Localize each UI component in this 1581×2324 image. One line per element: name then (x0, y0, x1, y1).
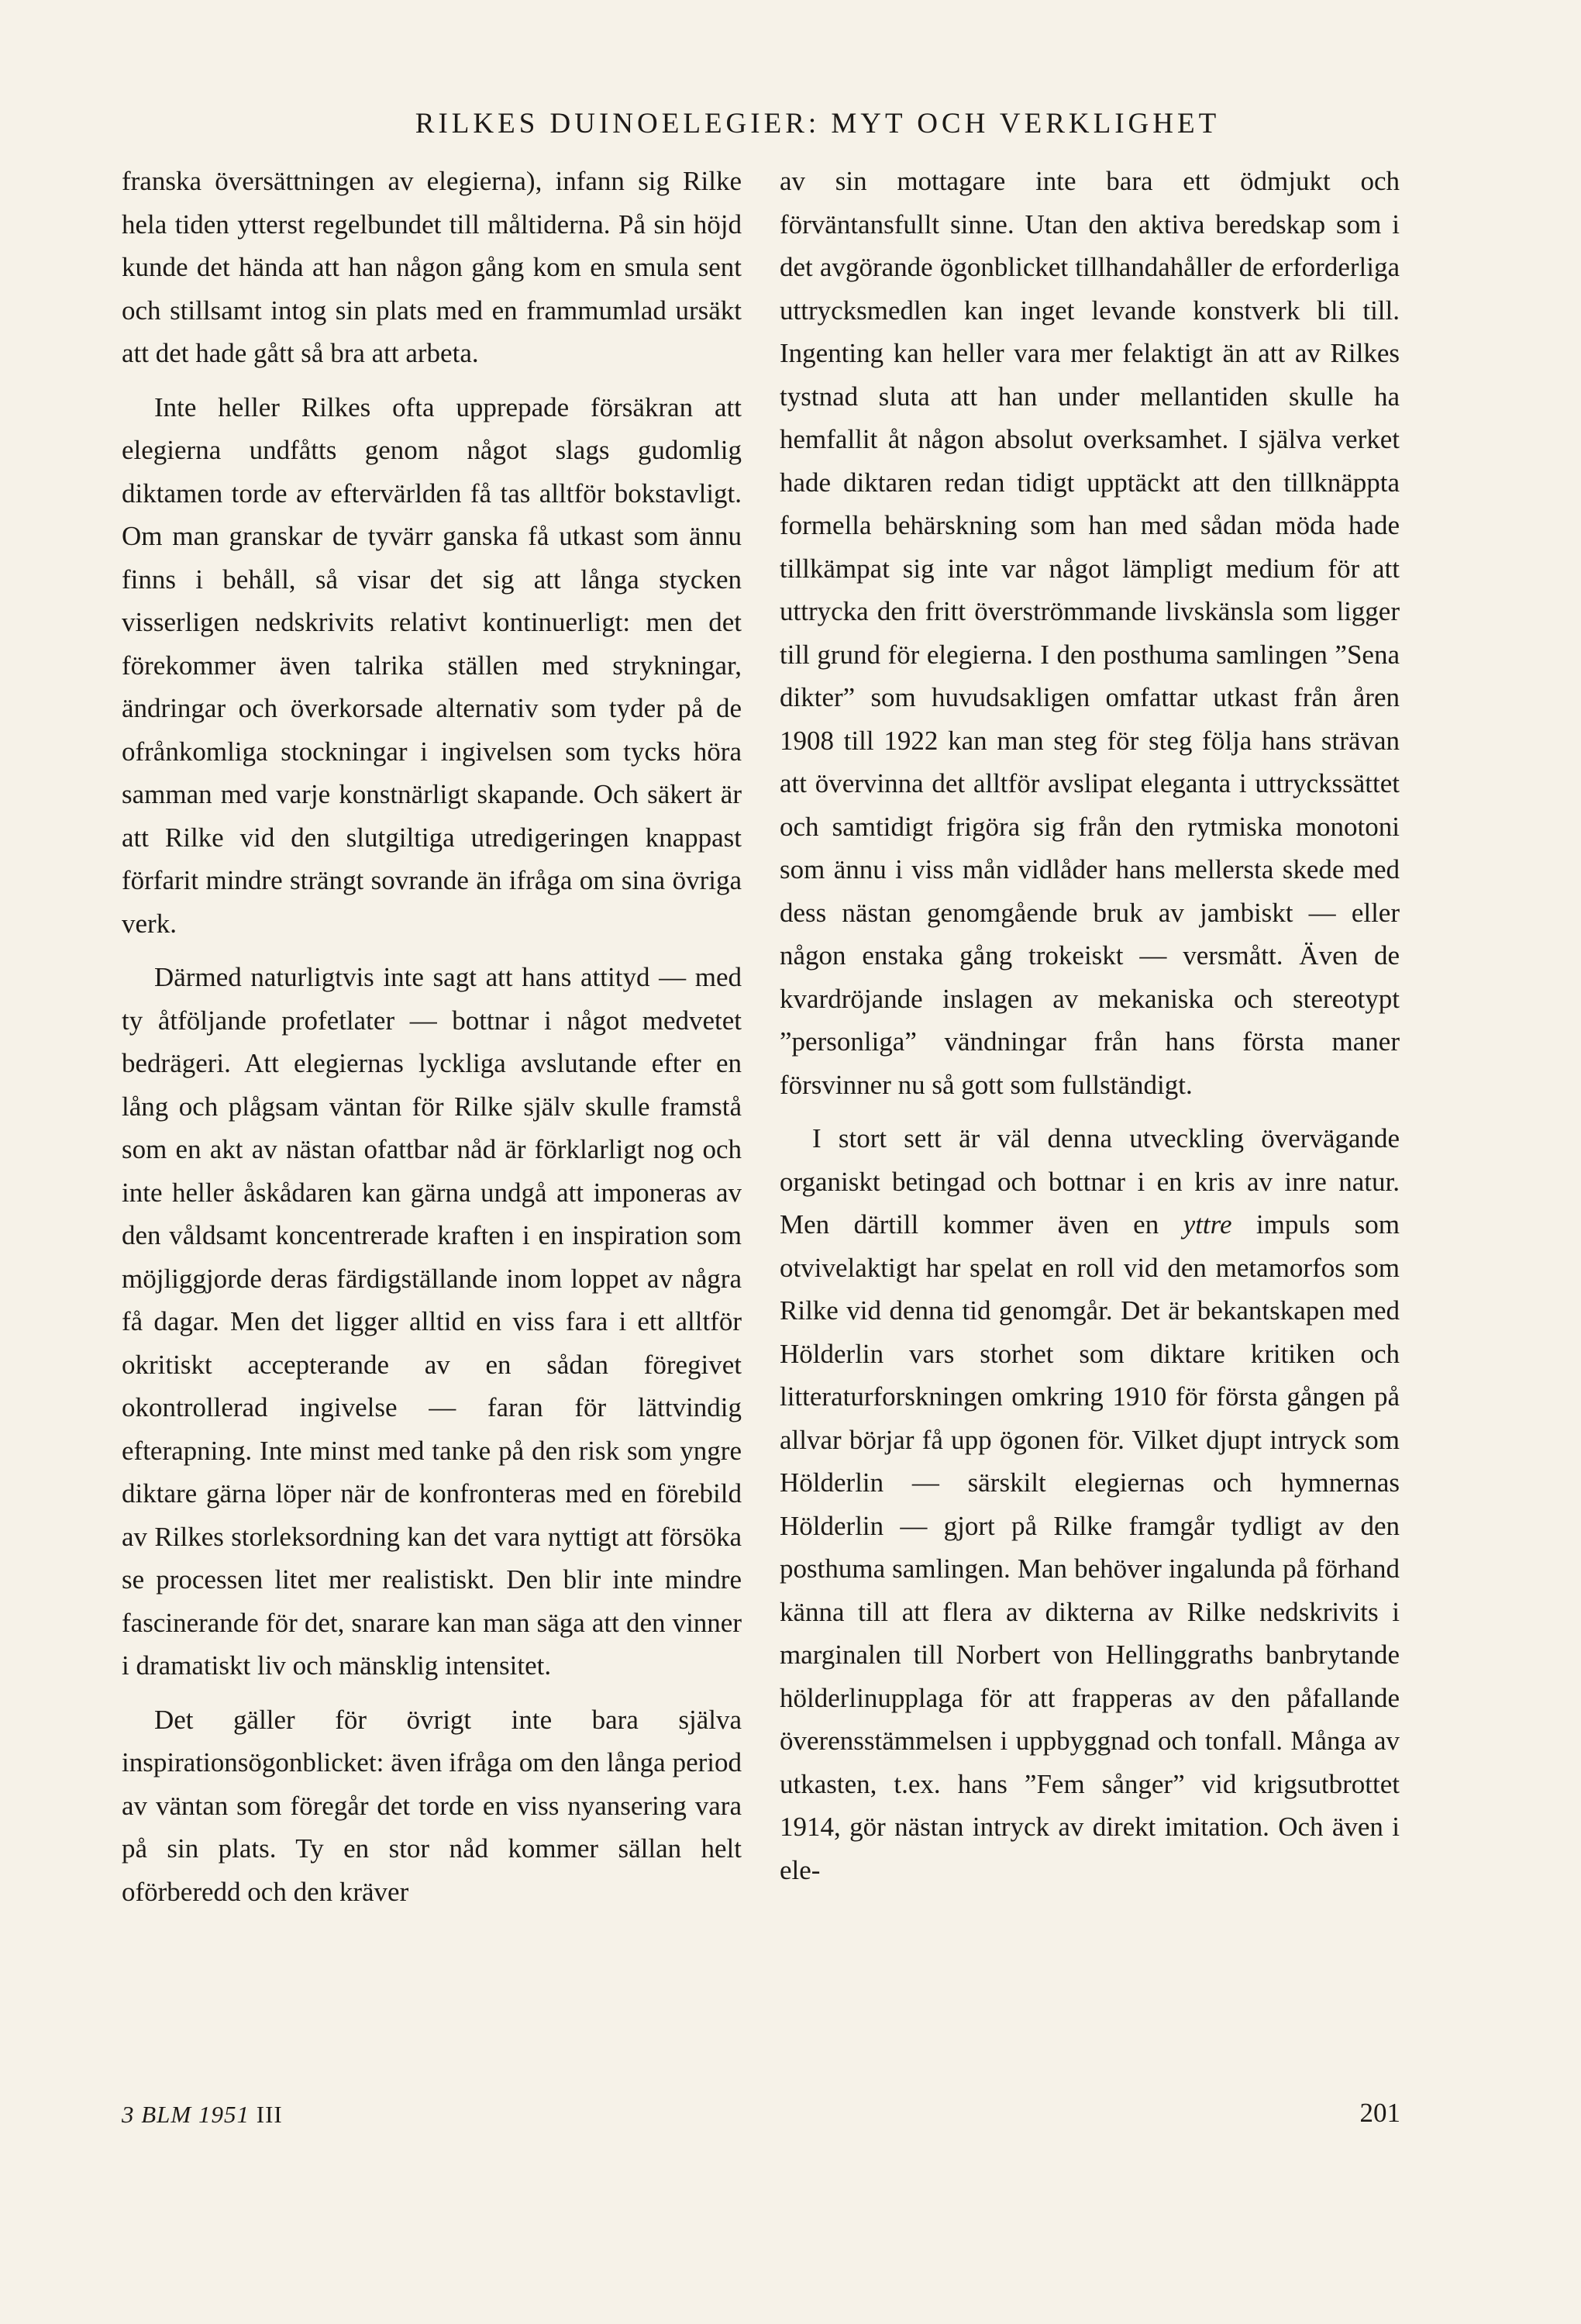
emphasized-word: yttre (1183, 1209, 1232, 1240)
signature-mark (122, 2101, 283, 2129)
paragraph (780, 1117, 1400, 1891)
paragraph: av sin mottagare inte bara ett ödmjukt och förväntansfullt sinne. Utan den aktiva beredskap som i det avgörande ögonblicket tillhandahåller de erforderliga uttrycksmedlen kan inget levande konstverk bli till. Ingenting kan heller vara mer felaktigt än att av Rilkes tystnad sluta att han under mellantiden skulle ha hemfallit åt någon absolut overksamhet. I själva verket hade diktaren redan tidigt upptäckt att den tillknäppta formella behärskning som han med sådan möda hade tillkämpat sig inte var något lämpligt medium för att uttrycka den fritt överströmmande livskänsla som ligger till grund för elegierna. I den posthuma samlingen ”Sena dikter” som huvudsakligen omfattar utkast från åren 1908 till 1922 kan man steg för steg följa hans strävan att övervinna det alltför avslipat eleganta i uttryckssättet och samtidigt frigöra sig från den rytmiska monotoni som ännu i viss mån vidlåder hans mellersta skede med dess nästan genomgående bruk av jambiskt — eller någon enstaka gång trokeiskt — versmått. Även de kvardröjande inslagen av mekaniska och stereotypt ”personliga” vändningar från hans första maner försvinner nu så gott som fullständigt. (780, 166, 1400, 1100)
paragraph: Det gäller för övrigt inte bara själva inspirationsögonblicket: även ifråga om den långa period av väntan som föregår det torde en viss nyansering vara på sin plats. Ty en stor nåd kommer sällan helt oförberedd och den kräver (122, 1704, 742, 1907)
journal-name: BLM (141, 2101, 192, 2128)
signature-number: 3 (122, 2101, 135, 2128)
journal-year: 1951 (198, 2101, 250, 2128)
paragraph: franska översättningen av elegierna), infann sig Rilke hela tiden ytterst regelbundet till måltiderna. På sin höjd kunde det hända att han någon gång kom en smula sent och stillsamt intog sin plats med en frammumlad ursäkt att det hade gått så bra att arbeta. (122, 166, 742, 368)
volume-number: III (256, 2101, 283, 2128)
running-head: RILKES DUINOELEGIER: MYT OCH VERKLIGHET (415, 108, 1221, 140)
paragraph-text: I stort sett är väl denna utveckling övervägande organiskt betingad och bottnar i en kris av inre natur. Men därtill kommer även en (780, 1123, 1400, 1240)
paragraph: Därmed naturligtvis inte sagt att hans attityd — med ty åtföljande profetlater — bottnar i något medvetet bedrägeri. Att elegiernas lyckliga avslutande efter en lång och plågsam väntan för Rilke själv skulle framstå som en akt av nästan ofattbar nåd är förklarligt nog och inte heller åskådaren kan gärna undgå att imponeras av den våldsamt koncentrerade kraften i en inspiration som möjliggjorde deras färdigställande inom loppet av några få dagar. Men det ligger alltid en viss fara i ett alltför okritiskt accepterande av en sådan föregivet okontrollerad ingivelse — faran för lättvindig efterapning. Inte minst med tanke på den risk som yngre diktare gärna löper när de konfronteras med en förebild av Rilkes storleksordning kan det vara nyttigt att försöka se processen litet mer realistiskt. Den blir inte mindre fascinerande för det, snarare kan man säga att den vinner i dramatiskt liv och mänsklig intensitet. (122, 962, 742, 1681)
left-text-column (122, 160, 742, 1913)
right-text-column (780, 160, 1400, 1891)
paragraph: Inte heller Rilkes ofta upprepade försäkran att elegierna undfåtts genom något slags gudomlig diktamen torde av eftervärlden få tas alltför bokstavligt. Om man granskar de tyvärr ganska få utkast som ännu finns i behåll, så visar det sig att långa stycken visserligen nedskrivits relativt kontinuerligt: men det förekommer även talrika ställen med strykningar, ändringar och överkorsade alternativ som tyder på de ofrånkomliga stockningar i ingivelsen som tycks höra samman med varje konstnärligt skapande. Och säkert är att Rilke vid den slutgiltiga utredigeringen knappast förfarit mindre strängt sovrande än ifråga om sina övriga verk. (122, 391, 742, 939)
page-number: 201 (1359, 2098, 1400, 2128)
paragraph-text: impuls som otvivelaktigt har spelat en roll vid den metamorfos som Rilke vid denna tid genomgår. Det är bekantskapen med Hölderlin vars storhet som diktare kritiken och litteraturforskningen omkring 1910 för första gången på allvar börjar få upp ögonen för. Vilket djupt intryck som Hölderlin — särskilt elegiernas och hymnernas Hölderlin — gjort på Rilke framgår tydligt av den posthuma samlingen. Man behöver ingalunda på förhand känna till att flera av dikterna av Rilke nedskrivits i marginalen till Norbert von Hellinggraths banbrytande hölderlinupplaga för att frapperas av den påfallande överensstämmelsen i uppbyggnad och tonfall. Många av utkasten, t.ex. hans ”Fem sånger” vid krigsutbrottet 1914, gör nästan intryck av direkt imitation. Och även i ele- (780, 1209, 1400, 1885)
